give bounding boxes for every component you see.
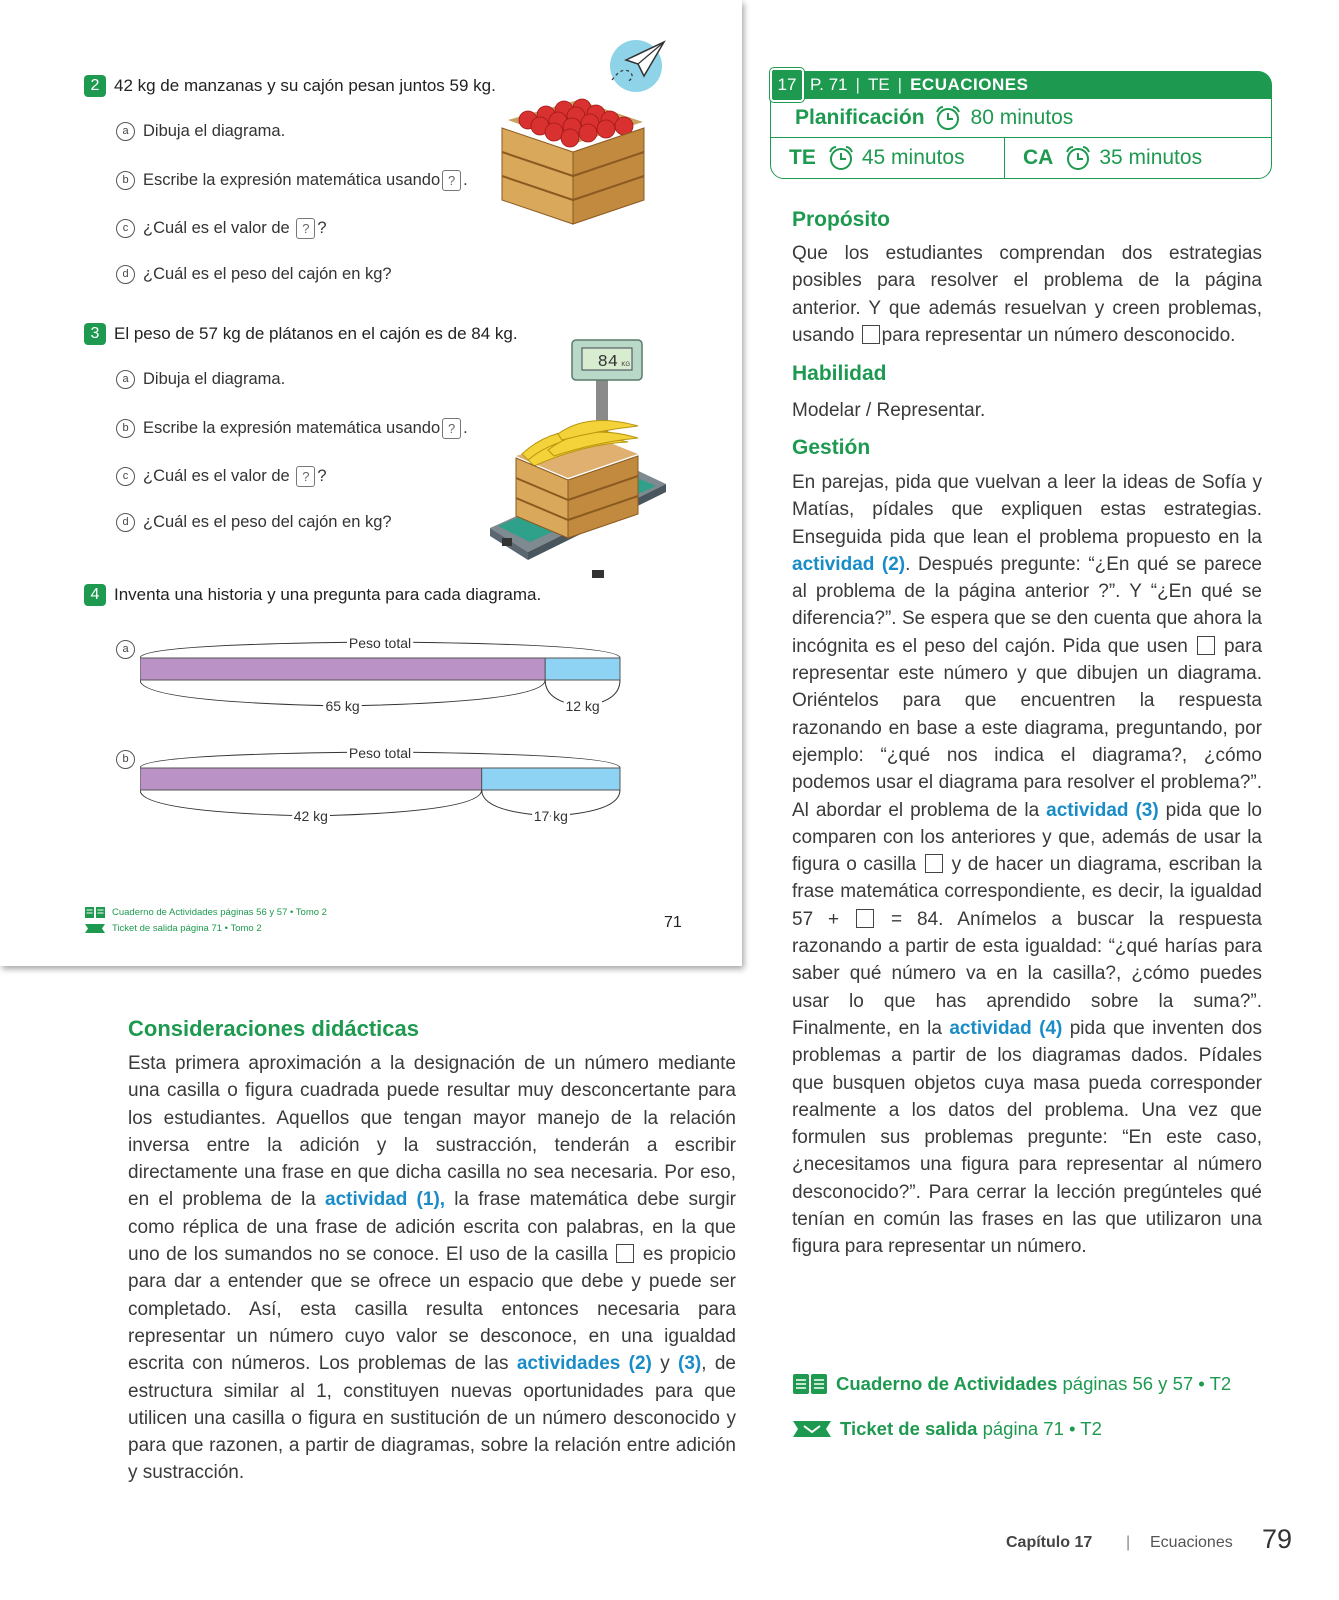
problem-2	[84, 75, 496, 97]
left-label: 42 kg	[293, 808, 328, 824]
student-page-number: 71	[664, 914, 682, 931]
ca-label: CA	[1023, 146, 1054, 169]
chapter-badge: 17	[770, 68, 804, 102]
total-label: Peso total	[348, 635, 412, 651]
item-letter: c	[116, 219, 135, 238]
tape-right-segment	[482, 768, 620, 790]
gestion-text-7: pida que inventen dos problemas a partir de los diagramas dados. Pídales que busquen objetos cuya masa pueda corresponder realmente a los datos del problema. Una vez que formulen sus problemas pregunte: “En este caso, ¿necesitamos una figura para representar al número desconocido?”. Para cerrar la lección pregúnteles qué tenían en común las frases en las que utilizaron una figura para representar un número.	[792, 1017, 1262, 1258]
problem-3	[84, 323, 518, 345]
book-icon	[792, 1372, 828, 1396]
lesson-header	[770, 68, 1272, 179]
item-text-end: ?	[317, 218, 327, 237]
tape-diagram-a	[140, 632, 640, 716]
problem-text: El peso de 57 kg de plátanos en el cajón es de 84 kg.	[114, 324, 518, 343]
banana-scale-illustration	[488, 338, 668, 594]
diagram-b-letter: b	[116, 750, 135, 769]
gestion-text-1: En parejas, pida que vuelvan a leer la ideas de Sofía y Matías, pídales que expliquen estas estrategias. Enseguida pida que lean el problema propuesto en la	[792, 472, 1262, 548]
right-label: 17 kg	[533, 808, 568, 824]
activity-ref: actividad (3)	[1046, 799, 1159, 821]
item-text-end: .	[463, 170, 468, 189]
consideraciones-text	[128, 1050, 736, 1487]
problem-text: Inventa una historia y una pregunta para cada diagrama.	[114, 585, 542, 604]
activity-ref: (3)	[678, 1353, 702, 1375]
blank-box	[1197, 636, 1215, 655]
question-box: ?	[296, 466, 315, 487]
footer-topic: Ecuaciones	[1150, 1534, 1233, 1551]
blank-box	[856, 909, 874, 928]
problem-3a	[116, 370, 285, 389]
problem-3d	[116, 513, 392, 532]
ca-time-cell	[1005, 138, 1202, 178]
ticket-icon	[84, 922, 106, 935]
problem-2a	[116, 122, 285, 141]
problem-number: 3	[84, 323, 106, 345]
consid-text-4: y	[651, 1353, 679, 1375]
left-label: 65 kg	[325, 698, 360, 714]
item-text: ¿Cuál es el peso del cajón en kg?	[143, 265, 392, 283]
activity-ref: actividades (2)	[516, 1353, 652, 1375]
te-tag: TE	[867, 75, 890, 94]
te-label: TE	[789, 146, 816, 169]
tape-diagram-b	[140, 742, 640, 826]
item-letter: b	[116, 171, 135, 190]
te-time-cell	[771, 138, 1005, 178]
consid-text-3: es propicio para dar a entender que se ofrece un espacio que debe y puede ser completado. Así, esta casilla resulta entonces necesaria para representar un número cuyo valor se desconoce, en una igualdad escrita con números. Los problemas de las	[128, 1244, 737, 1375]
gestion-text	[792, 469, 1262, 1261]
item-text: Escribe la expresión matemática usando	[143, 418, 441, 437]
resource-ticket	[792, 1418, 1102, 1440]
problem-4	[84, 584, 541, 606]
resource-cuaderno	[792, 1372, 1231, 1396]
right-label: 12 kg	[565, 698, 600, 714]
proposito-text	[792, 240, 1262, 349]
activity-ref: actividad (1),	[325, 1189, 446, 1211]
alarm-clock-icon	[826, 144, 856, 172]
item-text: ¿Cuál es el peso del cajón en kg?	[143, 513, 392, 531]
item-text-end: ?	[317, 466, 327, 485]
paper-plane-icon	[606, 36, 670, 94]
page-ref: P. 71	[810, 75, 848, 94]
alarm-clock-icon	[933, 104, 963, 132]
ca-time: 35 minutos	[1099, 146, 1203, 169]
consid-text-1: Esta primera aproximación a la designación de un número mediante una casilla o figura cuadrada puede resultar muy desconcertante para los estudiantes. Aquellos que tengan mayor manejo de la relación inversa entre la adición y la sustracción, tenderán a escribir directamente una frase en que dicha casilla no sea necesaria. Por eso, en el problema de la	[128, 1053, 736, 1211]
proposito-text-a: Que los estudiantes comprendan dos estrategias posibles para resolver el problema de la página anterior. Y que además resuelvan y creen problemas, usando	[792, 243, 1262, 346]
consid-text-5: , de estructura similar al 1, constituyen nuevas oportunidades para que utilicen una casilla o figura en sustitución de un número desconocido y para que razonen, a partir de diagramas, sobre la relación entre adición y sustracción.	[128, 1353, 737, 1484]
time-row	[770, 137, 1272, 179]
proposito-text-b: para representar un número desconocido.	[881, 324, 1236, 346]
item-text-end: .	[463, 418, 468, 437]
diagram-a-letter: a	[116, 640, 135, 659]
plan-time: 80 minutos	[970, 106, 1074, 129]
blank-box	[862, 325, 880, 344]
scale-display: 84	[597, 353, 618, 372]
problem-number: 2	[84, 75, 106, 97]
planning-row	[770, 99, 1272, 137]
tape-right-segment	[545, 658, 620, 680]
consideraciones-title: Consideraciones didácticas	[128, 1016, 419, 1041]
gestion-text-3: para representar este número y que dibujen un diagrama. Oriéntelos para que encuentren la respuesta razonando en base a este diagrama, preguntando, por ejemplo: “¿qué nos indica el diagrama?, ¿cómo podemos usar el diagrama para resolver el problema?”. Al abordar el problema de la	[792, 635, 1263, 821]
item-text: ¿Cuál es el valor de	[143, 218, 290, 237]
activity-ref: actividad (4)	[949, 1017, 1063, 1039]
item-text: Dibuja el diagrama.	[143, 122, 286, 140]
footer-separator: |	[1126, 1534, 1131, 1551]
resource-title: Cuaderno de Actividades	[836, 1373, 1058, 1394]
resource-detail: páginas 56 y 57 • T2	[1062, 1373, 1232, 1394]
question-box: ?	[442, 418, 461, 439]
gestion-text-2: . Después pregunte: “¿En qué se parece al problema de la página anterior ?”. Y “¿En qué se diferencia?”. Se espera que se den cuenta que ahora la incógnita es el peso del cajón. Pida que usen	[792, 553, 1262, 657]
plan-label: Planificación	[795, 106, 925, 129]
proposito-title: Propósito	[792, 208, 890, 231]
resource-title: Ticket de salida	[840, 1418, 978, 1439]
topic-title: ECUACIONES	[910, 75, 1029, 94]
footer-page-number: 79	[1262, 1524, 1293, 1554]
problem-3c	[116, 466, 327, 487]
item-text: Dibuja el diagrama.	[143, 370, 286, 388]
item-letter: d	[116, 265, 135, 284]
book-icon	[84, 906, 106, 919]
item-letter: a	[116, 370, 135, 389]
habilidad-title: Habilidad	[792, 362, 887, 385]
item-letter: c	[116, 467, 135, 486]
ticket-icon	[792, 1418, 832, 1440]
student-page	[0, 0, 742, 966]
tape-left-segment	[140, 658, 545, 680]
scale-unit: KG	[621, 362, 630, 368]
problem-text: 42 kg de manzanas y su cajón pesan juntos 59 kg.	[114, 76, 496, 95]
footer-chapter: Capítulo 17	[1006, 1534, 1093, 1551]
header-bar: P. 71 | TE | ECUACIONES	[798, 71, 1272, 99]
item-letter: b	[116, 419, 135, 438]
habilidad-text: Modelar / Representar.	[792, 400, 986, 421]
te-time: 45 minutos	[861, 146, 965, 169]
problem-3b	[116, 418, 468, 439]
problem-number: 4	[84, 584, 106, 606]
total-label: Peso total	[348, 745, 412, 761]
question-box: ?	[296, 218, 315, 239]
footnote-text: Ticket de salida página 71 • Tomo 2	[112, 923, 262, 934]
item-letter: a	[116, 122, 135, 141]
resource-detail: página 71 • T2	[982, 1418, 1102, 1439]
item-letter: d	[116, 513, 135, 532]
apple-crate-illustration	[498, 92, 648, 232]
footnote-ticket	[84, 922, 262, 935]
problem-2b	[116, 170, 468, 191]
consid-text-2: la frase matemática debe surgir como réplica de una frase de adición escrita con palabras, en la que uno de los sumandos no se conoce. El uso de la casilla	[128, 1189, 737, 1266]
item-text: Escribe la expresión matemática usando	[143, 170, 441, 189]
problem-2c	[116, 218, 327, 239]
blank-box	[616, 1244, 634, 1263]
gestion-text-4: pida que lo comparen con los anteriores y que, además de usar la figura o casilla	[792, 799, 1263, 876]
problem-2d	[116, 265, 392, 284]
blank-box	[925, 854, 943, 873]
alarm-clock-icon	[1063, 144, 1093, 172]
footnote-cuaderno	[84, 906, 327, 919]
tape-left-segment	[140, 768, 482, 790]
question-box: ?	[442, 170, 461, 191]
gestion-text-5: y de hacer un diagrama, escriban la frase matemática correspondiente, es decir, la igualdad 57 +	[792, 854, 1262, 930]
gestion-text-6: = 84. Anímelos a buscar la respuesta razonando a partir de esta igualdad: “¿qué harías para saber qué número va en la casilla?, ¿cómo puedes usar lo que has aprendido sobre la suma?”. Finalmente, en la	[792, 908, 1262, 1039]
activity-ref: actividad (2)	[792, 553, 906, 575]
gestion-title: Gestión	[792, 436, 871, 459]
item-text: ¿Cuál es el valor de	[143, 466, 290, 485]
footnote-text: Cuaderno de Actividades páginas 56 y 57 • Tomo 2	[112, 907, 327, 918]
